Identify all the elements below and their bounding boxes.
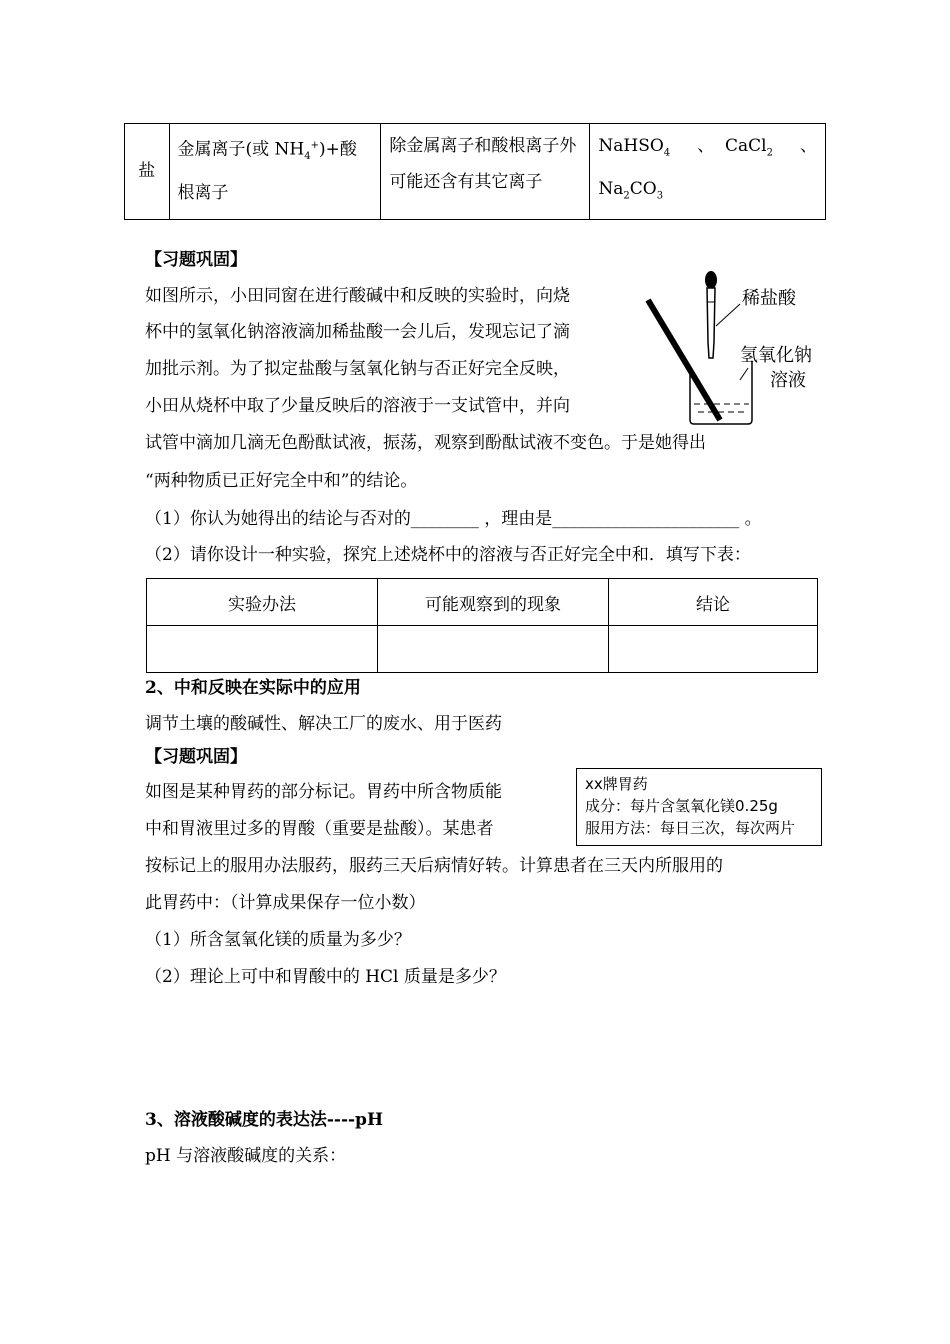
base-label-line1: 氢氧化钠 [740,345,812,366]
section-heading: 3、溶液酸碱度的表达法----pH [145,1110,383,1130]
paragraph-line: 杯中的氢氧化钠溶液滴加稀盐酸一会儿后，发现忘记了滴 [145,322,570,342]
phenomenon-answer-cell[interactable] [378,626,609,673]
paragraph-line: 按标记上的服用办法服药，服药三天后病情好转。计算患者在三天内所服用的 [145,856,723,876]
experiment-table [146,578,818,673]
salt-composition-cell: 金属离子(或 $NH_4^+)+$酸根离子 [169,124,381,220]
paragraph-line: “两种物质已正好完全中和”的结论。 [145,471,418,491]
question-2: （2）请你设计一种实验，探究上述烧杯中的溶液与否正好完全中和．填写下表： [145,545,751,565]
exercise-heading: 【习题巩固】 [145,747,247,767]
conclusion-answer-cell[interactable] [609,626,818,673]
paragraph-line: 小田从烧杯中取了少量反映后的溶液于一支试管中，并向 [145,396,570,416]
paragraph-line: 如图所示，小田同窗在进行酸碱中和反映的实验时，向烧 [145,286,570,306]
section-text: 调节土壤的酸碱性、解决工厂的废水、用于医药 [145,714,502,734]
salt-ions-cell: 除金属离子和酸根离子外可能还含有其它离子 [381,124,590,220]
question-1: （1）你认为她得出的结论与否对的________ ，理由是______________________ 。 [145,509,762,529]
section-heading: 2、中和反映在实际中的应用 [145,678,361,698]
paragraph-line: 加批示剂。为了拟定盐酸与氢氧化钠与否正好完全反映， [145,359,570,379]
medicine-label [576,768,822,846]
paragraph-line: 如图是某种胃药的部分标记。胃药中所含物质能 [145,782,502,802]
header-method: 实验办法 [147,579,378,626]
paragraph-line: 此胃药中：（计算成果保存一位小数） [145,893,426,913]
question-2: （2）理论上可中和胃酸中的 HCl 质量是多少？ [145,967,506,987]
acid-label: 稀盐酸 [742,288,796,309]
salt-cell: 盐 [125,124,170,220]
method-answer-cell[interactable] [147,626,378,673]
header-phenomenon: 可能观察到的现象 [378,579,609,626]
medicine-name: xx牌胃药 [585,775,648,793]
paragraph-line: 中和胃液里过多的胃酸（重要是盐酸）。某患者 [145,819,494,839]
section-text: pH 与溶液酸碱度的关系： [145,1146,347,1166]
header-conclusion: 结论 [609,579,818,626]
salt-table [124,123,826,220]
medicine-ingredient: 成分：每片含氢氧化镁0.25g [585,797,778,815]
medicine-usage: 服用方法：每日三次，每次两片 [585,819,796,837]
paragraph-line: 试管中滴加几滴无色酚酞试液，振荡，观察到酚酞试液不变色。于是她得出 [145,433,706,453]
question-1: （1）所含氢氧化镁的质量为多少？ [145,930,411,950]
base-label-line2: 溶液 [770,370,806,391]
exercise-heading: 【习题巩固】 [145,250,247,270]
salt-examples-cell: NaHSO$_4$ 、 CaCl$_2$ 、 $Na_2CO_3$ [590,124,826,220]
